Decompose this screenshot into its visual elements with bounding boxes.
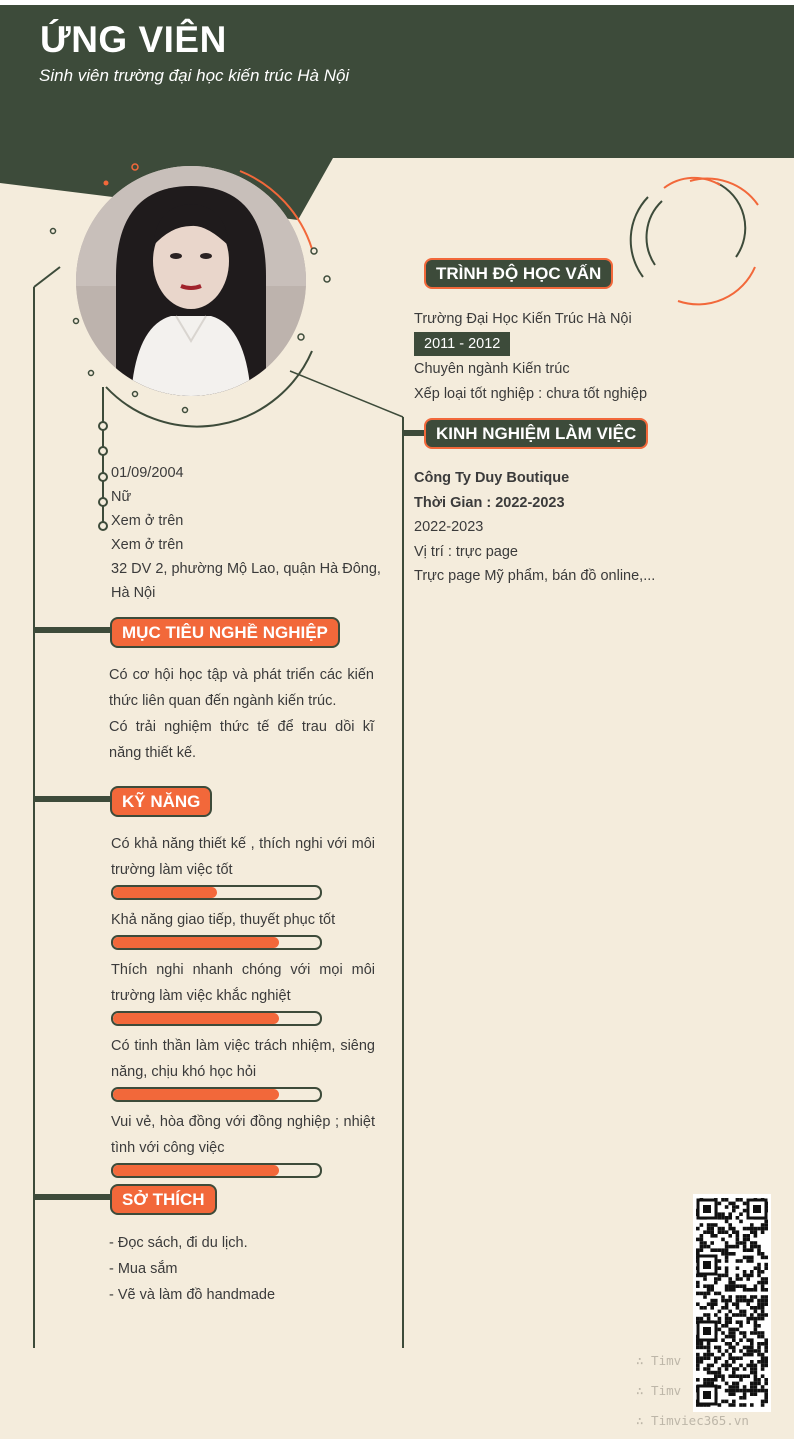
experience-time: Thời Gian : 2022-2023 xyxy=(414,494,565,511)
skill-bar-fill xyxy=(113,1089,279,1100)
skill-bar xyxy=(111,1163,322,1178)
education-grade: Xếp loại tốt nghiệp : chưa tốt nghiệp xyxy=(414,386,648,402)
experience-heading: KINH NGHIỆM LÀM VIỆC xyxy=(424,418,648,449)
skill-item xyxy=(111,831,375,900)
qr-code-image xyxy=(693,1194,771,1412)
experience-description: Trực page Mỹ phẩm, bán đồ online,... xyxy=(414,568,656,584)
objective-line: Có cơ hội học tập và phát triển các kiến thức liên quan đến ngành kiến trúc. xyxy=(109,667,374,709)
skill-bar xyxy=(111,935,322,950)
education-school: Trường Đại Học Kiến Trúc Hà Nội xyxy=(414,311,632,327)
skill-bar xyxy=(111,885,322,900)
objective-line: Có trải nghiệm thức tế để trau dồi kĩ năng thiết kế. xyxy=(109,719,374,761)
education-major: Chuyên ngành Kiến trúc xyxy=(414,361,570,377)
skill-item xyxy=(111,957,375,1026)
watermark-text: ∴ Timv xyxy=(636,1353,682,1368)
watermark-text: ∴ Timv xyxy=(636,1383,682,1398)
avatar xyxy=(76,166,306,396)
skill-text: Có khả năng thiết kế , thích nghi với môi trường làm việc tốt xyxy=(111,836,375,878)
phone: Xem ở trên xyxy=(111,513,184,529)
experience-years: 2022-2023 xyxy=(414,519,484,535)
education-years: 2011 - 2012 xyxy=(414,332,510,356)
avatar-portrait-image xyxy=(76,166,306,396)
skill-item xyxy=(111,1033,375,1102)
qr-code xyxy=(693,1194,771,1412)
hobby-item: - Mua sắm xyxy=(109,1261,178,1277)
skill-bar-fill xyxy=(113,937,279,948)
email: Xem ở trên xyxy=(111,537,184,553)
cv-page xyxy=(0,5,794,1439)
hobby-item: - Vẽ và làm đồ handmade xyxy=(109,1287,276,1303)
skill-text: Vui vẻ, hòa đồng với đồng nghiệp ; nhiệt tình với công việc xyxy=(111,1114,375,1156)
skill-item xyxy=(111,907,375,950)
skill-text: Có tinh thần làm việc trách nhiệm, siêng năng, chịu khó học hỏi xyxy=(111,1038,375,1080)
objective-text xyxy=(109,662,374,766)
skill-bar xyxy=(111,1087,322,1102)
skill-item xyxy=(111,1109,375,1178)
skill-bar-fill xyxy=(113,1165,279,1176)
experience-position: Vị trí : trực page xyxy=(414,543,518,560)
hobby-item: - Đọc sách, đi du lịch. xyxy=(109,1235,248,1251)
candidate-name: ỨNG VIÊN xyxy=(40,19,227,60)
personal-info xyxy=(111,461,393,605)
education-heading: TRÌNH ĐỘ HỌC VẤN xyxy=(424,258,613,289)
candidate-subtitle: Sinh viên trường đại học kiến trúc Hà Nội xyxy=(39,66,350,85)
hobbies-heading: SỞ THÍCH xyxy=(110,1184,217,1215)
skill-text: Khả năng giao tiếp, thuyết phục tốt xyxy=(111,912,336,928)
skill-bar-fill xyxy=(113,887,217,898)
birthdate: 01/09/2004 xyxy=(111,465,184,481)
education-details xyxy=(414,307,647,407)
skill-bar-fill xyxy=(113,1013,279,1024)
experience-company: Công Ty Duy Boutique xyxy=(414,470,570,486)
hobbies-list xyxy=(109,1230,275,1308)
skill-bar xyxy=(111,1011,322,1026)
objective-heading: MỤC TIÊU NGHỀ NGHIỆP xyxy=(110,617,340,648)
skills-list xyxy=(111,831,375,1185)
skills-heading: KỸ NĂNG xyxy=(110,786,212,817)
experience-details xyxy=(414,466,655,589)
gender: Nữ xyxy=(111,489,132,505)
address: 32 DV 2, phường Mộ Lao, quận Hà Đông, Hà Nội xyxy=(111,561,381,601)
skill-text: Thích nghi nhanh chóng với mọi môi trường làm việc khắc nghiệt xyxy=(111,962,375,1004)
watermark-text: ∴ Timviec365.vn xyxy=(636,1413,749,1428)
